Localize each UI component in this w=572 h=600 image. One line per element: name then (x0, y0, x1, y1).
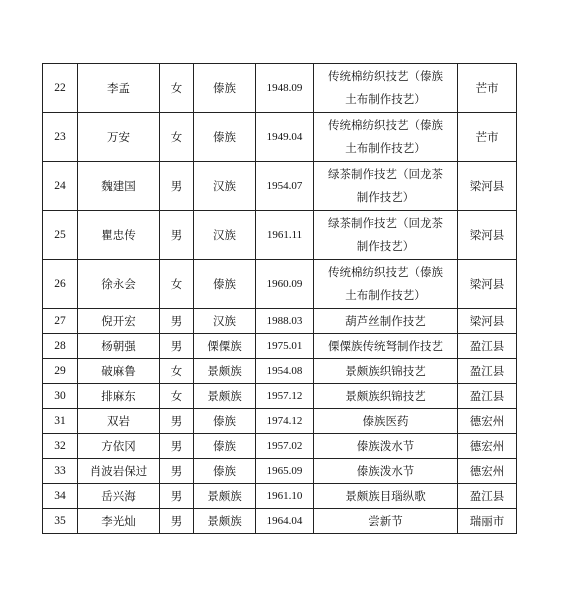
row-number: 26 (43, 260, 78, 309)
ethnicity-cell: 景颇族 (194, 509, 256, 534)
table-row (43, 384, 517, 409)
location-cell: 德宏州 (458, 459, 517, 484)
project-line: 傈僳族传统弩制作技艺 (328, 338, 443, 353)
project-cell (314, 484, 458, 509)
project-line: 制作技艺） (356, 190, 415, 204)
row-number: 25 (43, 211, 78, 260)
project-line: 制作技艺） (356, 239, 415, 253)
row-number: 35 (43, 509, 78, 534)
project-cell (314, 384, 458, 409)
gender-cell: 女 (160, 260, 194, 309)
project-cell (314, 113, 458, 162)
project-line: 绿茶制作技艺（回龙茶 (328, 167, 443, 181)
inheritor-name: 李光灿 (78, 509, 160, 534)
project-cell (314, 359, 458, 384)
project-line: 土布制作技艺） (345, 92, 426, 106)
inheritor-name: 双岩 (78, 409, 160, 434)
inheritor-name: 李孟 (78, 64, 160, 113)
project-cell (314, 64, 458, 113)
table-row (43, 211, 517, 260)
ethnicity-cell: 傈僳族 (194, 334, 256, 359)
inheritors-table (42, 63, 517, 534)
inheritor-name: 魏建国 (78, 162, 160, 211)
birth-date-cell: 1961.10 (256, 484, 314, 509)
birth-date-cell: 1974.12 (256, 409, 314, 434)
location-cell: 芒市 (458, 113, 517, 162)
inheritor-name: 肖波岩保过 (78, 459, 160, 484)
row-number: 23 (43, 113, 78, 162)
location-cell: 梁河县 (458, 162, 517, 211)
inheritor-name: 万安 (78, 113, 160, 162)
project-cell (314, 434, 458, 459)
inheritor-name: 岳兴海 (78, 484, 160, 509)
location-cell: 德宏州 (458, 434, 517, 459)
project-line: 传统棉纺织技艺（傣族 (328, 69, 443, 83)
project-cell (314, 309, 458, 334)
row-number: 27 (43, 309, 78, 334)
table-row (43, 64, 517, 113)
ethnicity-cell: 傣族 (194, 113, 256, 162)
gender-cell: 女 (160, 113, 194, 162)
project-line: 傣族医药 (362, 413, 409, 428)
project-line: 传统棉纺织技艺（傣族 (328, 265, 443, 279)
ethnicity-cell: 傣族 (194, 260, 256, 309)
location-cell: 德宏州 (458, 409, 517, 434)
birth-date-cell: 1957.02 (256, 434, 314, 459)
project-line: 傣族泼水节 (356, 438, 415, 453)
location-cell: 梁河县 (458, 211, 517, 260)
project-cell (314, 211, 458, 260)
row-number: 24 (43, 162, 78, 211)
birth-date-cell: 1964.04 (256, 509, 314, 534)
birth-date-cell: 1949.04 (256, 113, 314, 162)
birth-date-cell: 1965.09 (256, 459, 314, 484)
location-cell: 盈江县 (458, 484, 517, 509)
project-cell (314, 260, 458, 309)
ethnicity-cell: 景颇族 (194, 384, 256, 409)
birth-date-cell: 1948.09 (256, 64, 314, 113)
gender-cell: 女 (160, 359, 194, 384)
table-body (43, 64, 517, 534)
row-number: 33 (43, 459, 78, 484)
gender-cell: 男 (160, 162, 194, 211)
project-line: 景颇族织锦技艺 (345, 388, 426, 403)
row-number: 29 (43, 359, 78, 384)
location-cell: 芒市 (458, 64, 517, 113)
inheritor-name: 方依冈 (78, 434, 160, 459)
table-row (43, 113, 517, 162)
table-row (43, 260, 517, 309)
ethnicity-cell: 傣族 (194, 434, 256, 459)
ethnicity-cell: 汉族 (194, 162, 256, 211)
location-cell: 盈江县 (458, 384, 517, 409)
row-number: 22 (43, 64, 78, 113)
inheritor-name: 排麻东 (78, 384, 160, 409)
ethnicity-cell: 傣族 (194, 459, 256, 484)
inheritor-name: 破麻鲁 (78, 359, 160, 384)
table-row (43, 162, 517, 211)
table-row (43, 509, 517, 534)
gender-cell: 男 (160, 484, 194, 509)
ethnicity-cell: 汉族 (194, 211, 256, 260)
project-line: 绿茶制作技艺（回龙茶 (328, 216, 443, 230)
row-number: 31 (43, 409, 78, 434)
birth-date-cell: 1960.09 (256, 260, 314, 309)
birth-date-cell: 1954.08 (256, 359, 314, 384)
project-line: 葫芦丝制作技艺 (345, 313, 426, 328)
gender-cell: 女 (160, 384, 194, 409)
gender-cell: 男 (160, 434, 194, 459)
gender-cell: 男 (160, 211, 194, 260)
location-cell: 盈江县 (458, 359, 517, 384)
location-cell: 盈江县 (458, 334, 517, 359)
gender-cell: 男 (160, 459, 194, 484)
project-line: 尝新节 (368, 513, 403, 528)
project-cell (314, 162, 458, 211)
location-cell: 梁河县 (458, 309, 517, 334)
project-line: 傣族泼水节 (356, 463, 415, 478)
row-number: 30 (43, 384, 78, 409)
inheritor-name: 瞿忠传 (78, 211, 160, 260)
ethnicity-cell: 景颇族 (194, 484, 256, 509)
ethnicity-cell: 傣族 (194, 64, 256, 113)
location-cell: 梁河县 (458, 260, 517, 309)
inheritor-name: 徐永会 (78, 260, 160, 309)
inheritor-name: 倪开宏 (78, 309, 160, 334)
location-cell: 瑞丽市 (458, 509, 517, 534)
inheritor-name: 杨朝强 (78, 334, 160, 359)
project-line: 景颇族织锦技艺 (345, 363, 426, 378)
project-line: 土布制作技艺） (345, 288, 426, 302)
row-number: 28 (43, 334, 78, 359)
ethnicity-cell: 汉族 (194, 309, 256, 334)
project-cell (314, 334, 458, 359)
gender-cell: 男 (160, 509, 194, 534)
table-row (43, 309, 517, 334)
gender-cell: 男 (160, 409, 194, 434)
table-row (43, 409, 517, 434)
project-line: 传统棉纺织技艺（傣族 (328, 118, 443, 132)
row-number: 34 (43, 484, 78, 509)
row-number: 32 (43, 434, 78, 459)
ethnicity-cell: 傣族 (194, 409, 256, 434)
table-row (43, 484, 517, 509)
table-row (43, 434, 517, 459)
birth-date-cell: 1957.12 (256, 384, 314, 409)
project-cell (314, 509, 458, 534)
table-row (43, 334, 517, 359)
birth-date-cell: 1975.01 (256, 334, 314, 359)
project-line: 景颇族目瑙纵歌 (345, 488, 426, 503)
project-line: 土布制作技艺） (345, 141, 426, 155)
birth-date-cell: 1988.03 (256, 309, 314, 334)
project-cell (314, 409, 458, 434)
gender-cell: 男 (160, 309, 194, 334)
gender-cell: 男 (160, 334, 194, 359)
gender-cell: 女 (160, 64, 194, 113)
table-row (43, 459, 517, 484)
birth-date-cell: 1961.11 (256, 211, 314, 260)
project-cell (314, 459, 458, 484)
ethnicity-cell: 景颇族 (194, 359, 256, 384)
table-row (43, 359, 517, 384)
birth-date-cell: 1954.07 (256, 162, 314, 211)
